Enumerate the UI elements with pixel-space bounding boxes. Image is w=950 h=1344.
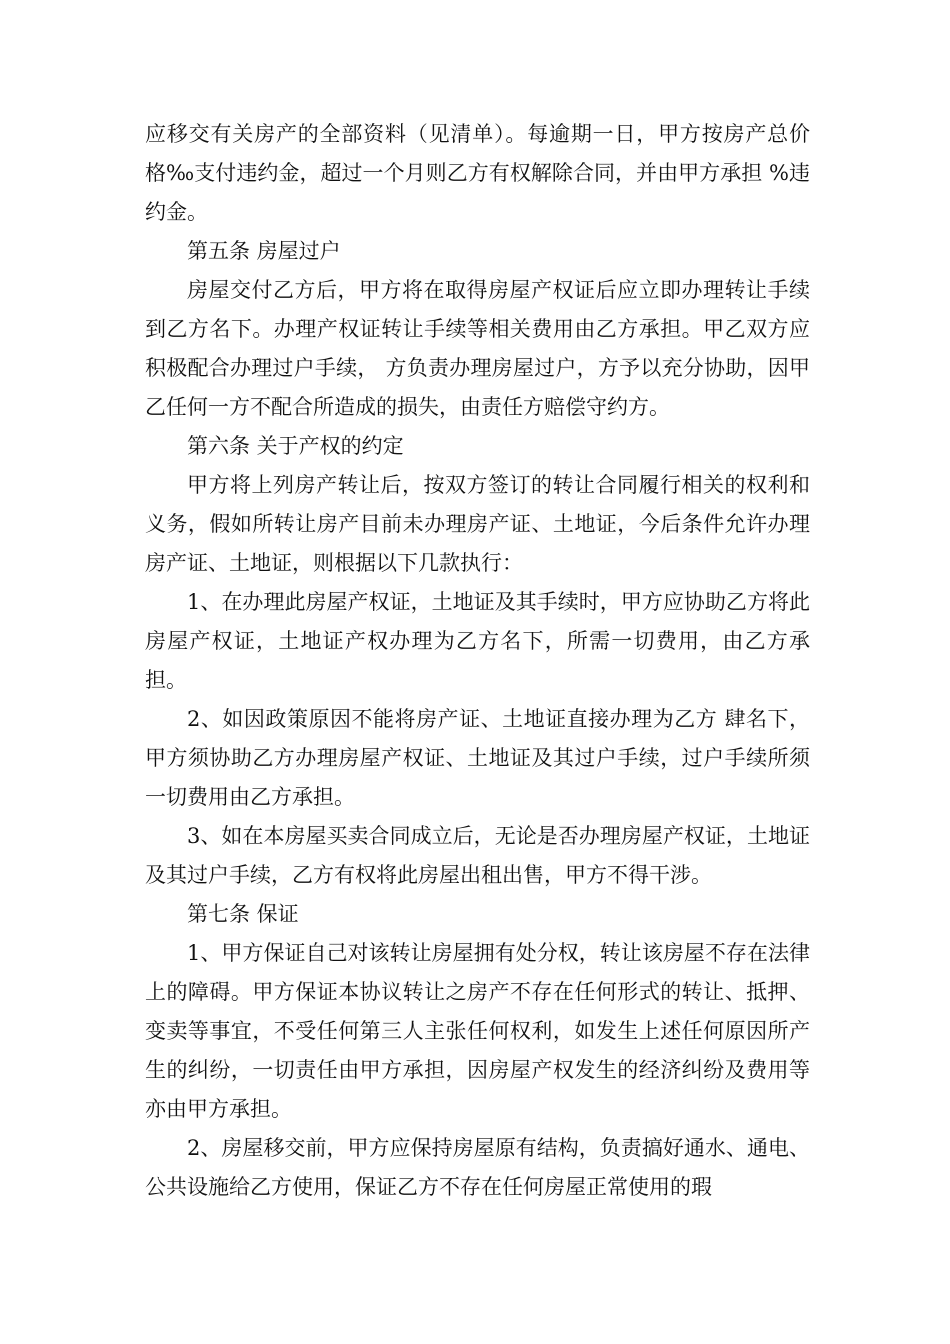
paragraph-article-seven-item-2: 2、房屋移交前，甲方应保持房屋原有结构，负责搞好通水、通电、公共设施给乙方使用，保证乙方不存在任何房屋正常使用的瑕 bbox=[145, 1136, 810, 1199]
document-body bbox=[145, 115, 810, 1207]
paragraph-article-six-item-1: 1、在办理此房屋产权证，土地证及其手续时，甲方应协助乙方将此房屋产权证，土地证产权办理为乙方名下，所需一切费用，由乙方承担。 bbox=[145, 590, 810, 692]
heading-article-seven: 第七条 保证 bbox=[187, 902, 299, 926]
heading-article-six: 第六条 关于产权的约定 bbox=[187, 434, 404, 458]
paragraph-article-five-body: 房屋交付乙方后，甲方将在取得房屋产权证后应立即办理转让手续到乙方名下。办理产权证转让手续等相关费用由乙方承担。甲乙双方应积极配合办理过户手续， 方负责办理房屋过户，方予以充分协助，因甲乙任何一方不配合所造成的损失，由责任方赔偿守约方。 bbox=[145, 278, 810, 419]
paragraph-article-seven-item-1: 1、甲方保证自己对该转让房屋拥有处分权，转让该房屋不存在法律上的障碍。甲方保证本协议转让之房产不存在任何形式的转让、抵押、变卖等事宜，不受任何第三人主张任何权利，如发生上述任何原因所产生的纠纷，一切责任由甲方承担，因房屋产权发生的经济纠纷及费用等亦由甲方承担。 bbox=[145, 941, 810, 1121]
paragraph-article-six-item-3: 3、如在本房屋买卖合同成立后，无论是否办理房屋产权证，土地证及其过户手续，乙方有权将此房屋出租出售，甲方不得干涉。 bbox=[145, 824, 810, 887]
paragraph-article-six-item-2: 2、如因政策原因不能将房产证、土地证直接办理为乙方 肆名下，甲方须协助乙方办理房屋产权证、土地证及其过户手续，过户手续所须一切费用由乙方承担。 bbox=[145, 707, 810, 809]
paragraph-article-six-intro: 甲方将上列房产转让后，按双方签订的转让合同履行相关的权利和义务，假如所转让房产目前未办理房产证、土地证，今后条件允许办理房产证、土地证，则根据以下几款执行： bbox=[145, 473, 810, 575]
paragraph-continuation-article-four: 应移交有关房产的全部资料（见清单）。每逾期一日，甲方按房产总价格‰支付违约金，超过一个月则乙方有权解除合同，并由甲方承担 %违约金。 bbox=[145, 122, 810, 224]
heading-article-five: 第五条 房屋过户 bbox=[187, 239, 341, 263]
